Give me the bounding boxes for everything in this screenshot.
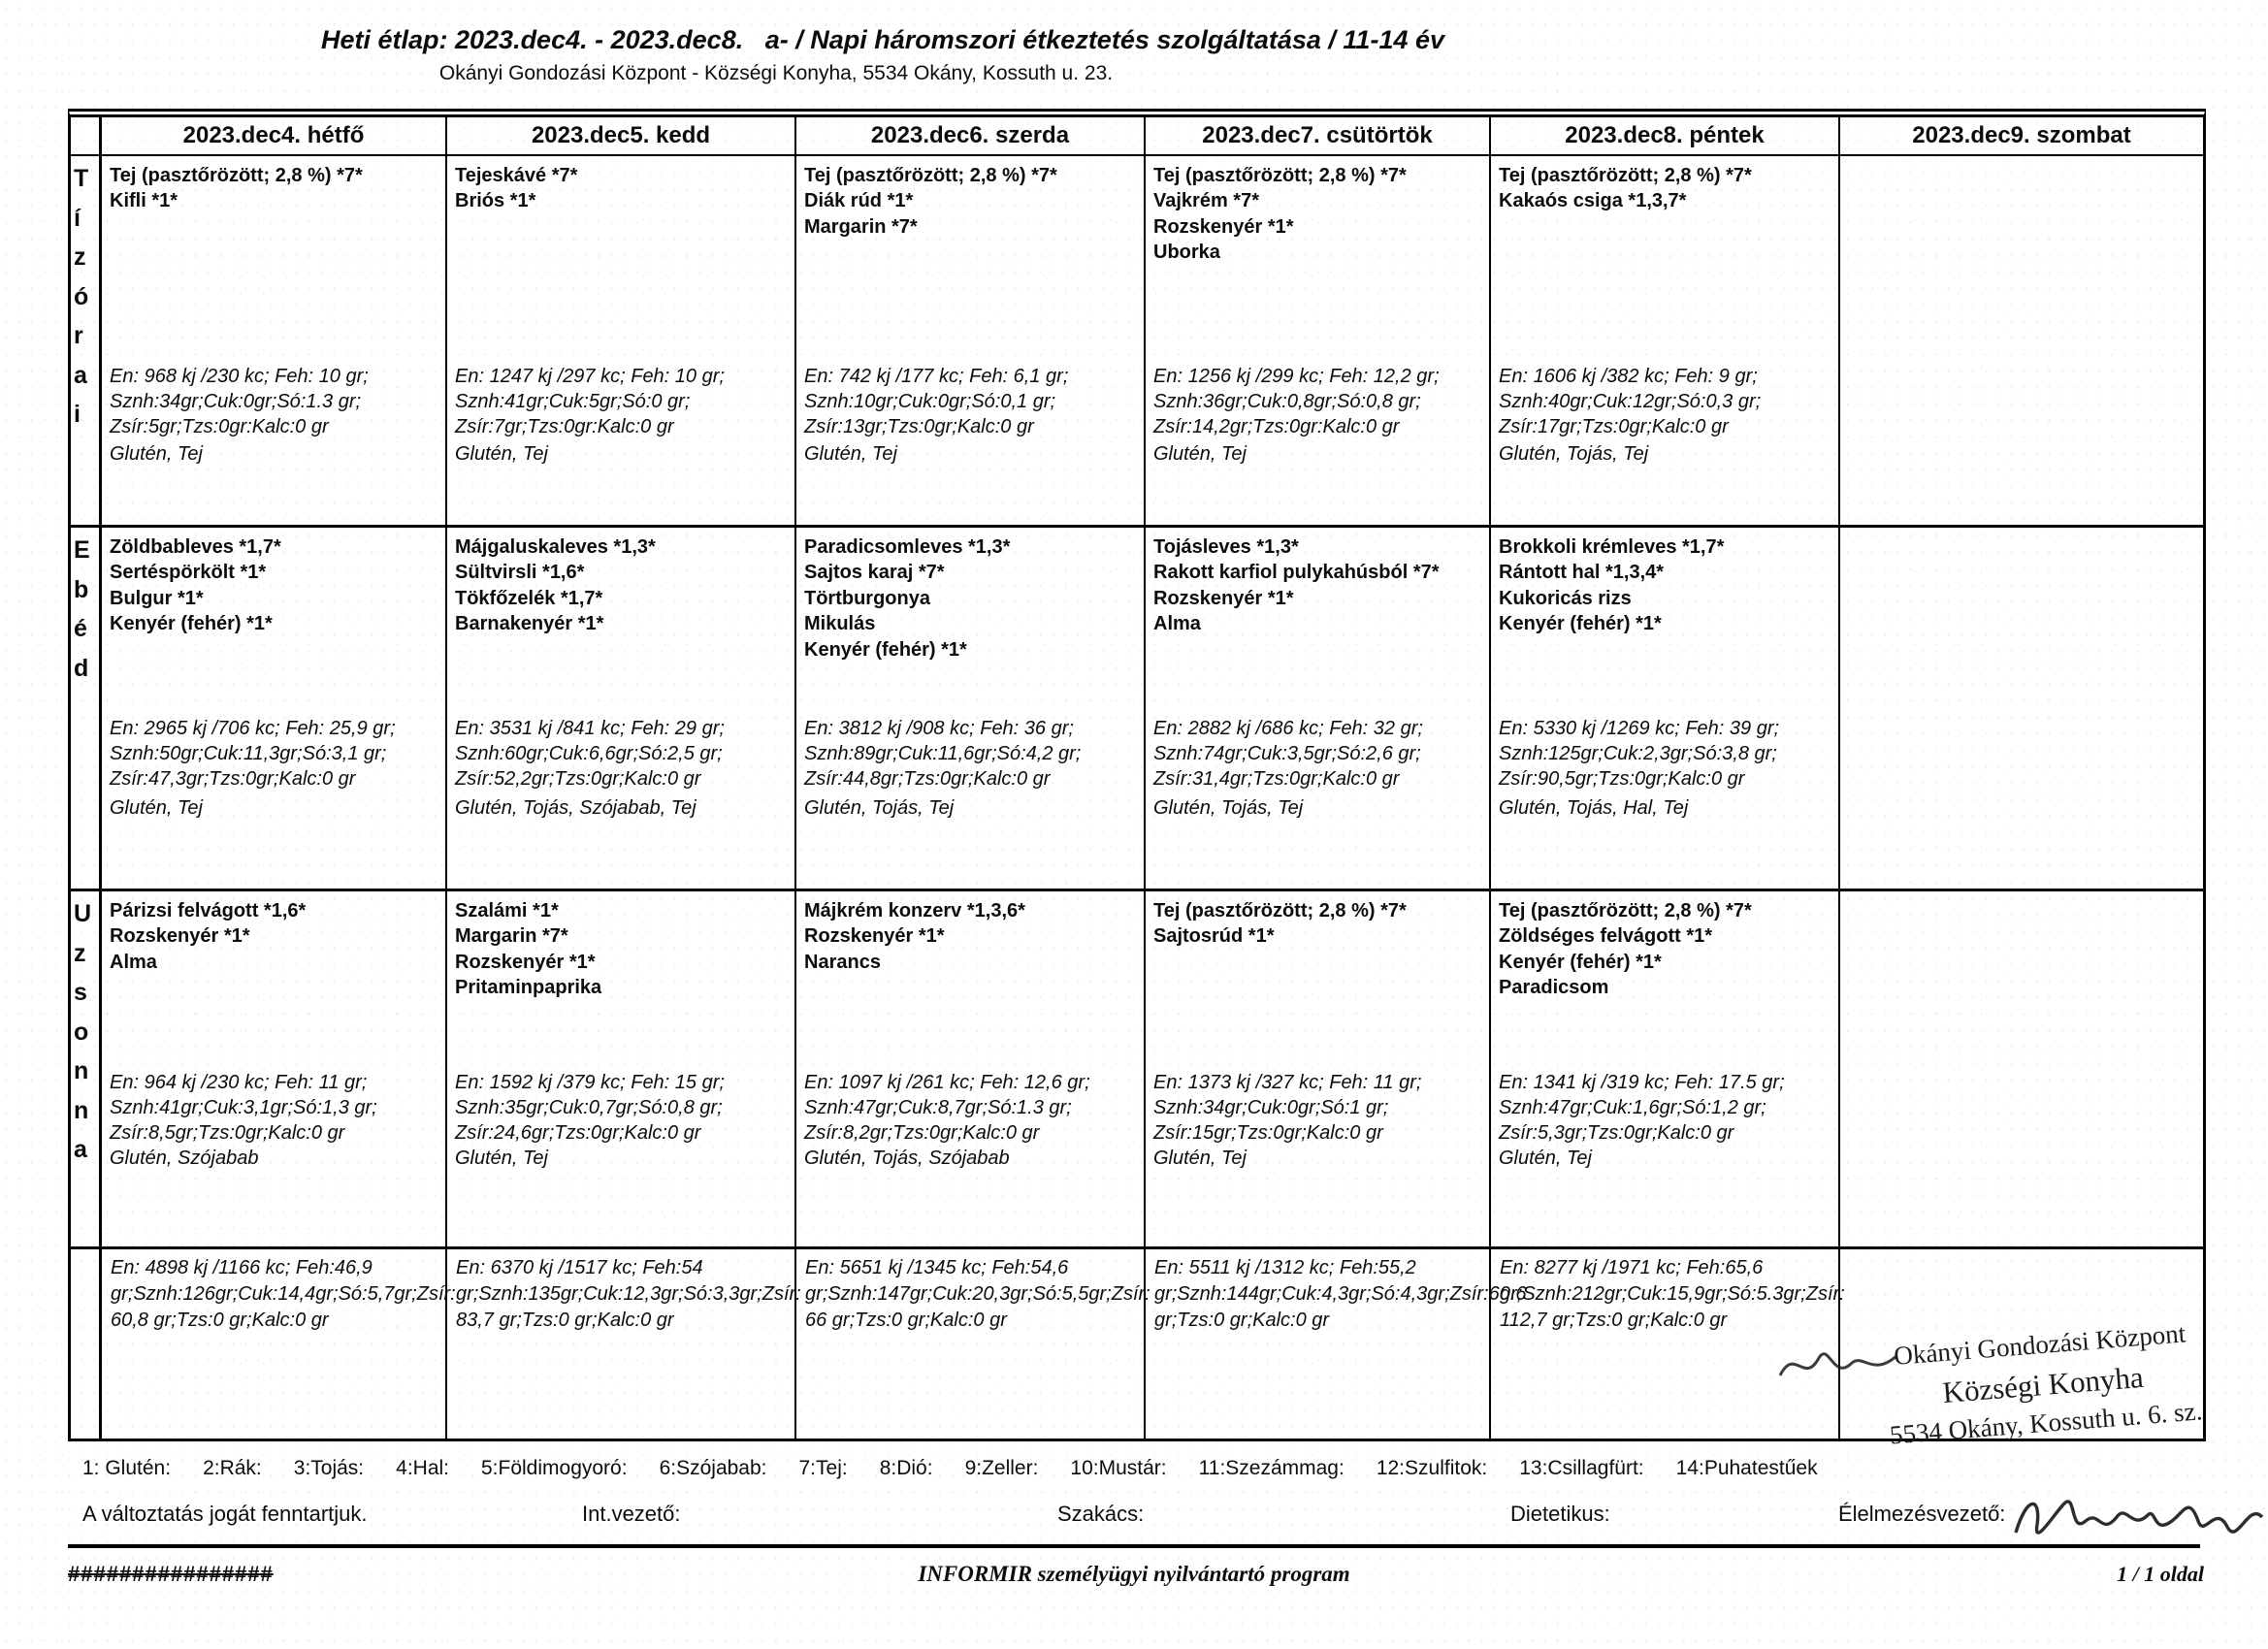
menu-item: Sajtosrúd *1* bbox=[1153, 925, 1275, 948]
nutrition-line: Sznh:34gr;Cuk:0gr;Só:1 gr; bbox=[1153, 1097, 1389, 1118]
menu-items bbox=[804, 533, 1136, 663]
menu-cell bbox=[447, 891, 796, 1246]
menu-item: Barnakenyér *1* bbox=[455, 613, 604, 635]
meal-row-label-letter: ó bbox=[74, 282, 89, 310]
nutrition-line: Sznh:10gr;Cuk:0gr;Só:0,1 gr; bbox=[804, 391, 1056, 412]
nutrition-line: Sznh:36gr;Cuk:0,8gr;Só:0,8 gr; bbox=[1153, 391, 1421, 412]
menu-cell bbox=[1491, 156, 1840, 525]
menu-items bbox=[1499, 533, 1831, 637]
allergen-text: Glutén, Szójabab bbox=[110, 1148, 259, 1169]
nutrition-line: En: 968 kj /230 kc; Feh: 10 gr; bbox=[110, 366, 369, 387]
stamp-line: Okányi Gondozási Központ bbox=[1893, 1318, 2187, 1371]
menu-items bbox=[1848, 161, 2195, 163]
nutrition-text bbox=[455, 1070, 792, 1146]
menu-cell bbox=[102, 156, 447, 525]
menu-items bbox=[1499, 161, 1831, 214]
day-header: 2023.dec6. szerda bbox=[796, 117, 1146, 154]
meal-row-label-letter: r bbox=[74, 322, 83, 349]
menu-item: Párizsi felvágott *1,6* bbox=[110, 900, 307, 922]
nutrition-text bbox=[110, 716, 442, 792]
allergen-legend-item: 10:Mustár: bbox=[1070, 1457, 1167, 1479]
menu-cell bbox=[1146, 156, 1491, 525]
meal-row-label-letter: T bbox=[74, 165, 89, 192]
menu-item: Bulgur *1* bbox=[110, 587, 204, 609]
nutrition-line: Sznh:74gr;Cuk:3,5gr;Só:2,6 gr; bbox=[1153, 743, 1421, 764]
day-header: 2023.dec9. szombat bbox=[1912, 122, 2131, 148]
meal-row-label-letter: é bbox=[74, 615, 87, 642]
menu-item: Kenyér (fehér) *1* bbox=[1499, 613, 1662, 635]
menu-item: Brokkoli krémleves *1,7* bbox=[1499, 536, 1725, 558]
allergen-text: Glutén, Tojás, Szójabab bbox=[804, 1148, 1010, 1169]
meal-row-label-letter: o bbox=[74, 1018, 89, 1046]
meal-row-label-letter: n bbox=[74, 1096, 89, 1124]
nutrition-line: Sznh:60gr;Cuk:6,6gr;Só:2,5 gr; bbox=[455, 743, 723, 764]
totals-label-cell bbox=[71, 1249, 102, 1439]
nutrition-line: Zsír:8,2gr;Tzs:0gr;Kalc:0 gr bbox=[804, 1122, 1040, 1144]
allergen-text: Glutén, Tej bbox=[110, 443, 203, 465]
nutrition-line: En: 1097 kj /261 kc; Feh: 12,6 gr; bbox=[804, 1072, 1090, 1093]
rights-note: A változtatás jogát fenntartjuk. bbox=[82, 1502, 368, 1526]
nutrition-line: En: 1256 kj /299 kc; Feh: 12,2 gr; bbox=[1153, 366, 1440, 387]
allergen-legend-item: 3:Tojás: bbox=[293, 1457, 365, 1479]
nutrition-line: En: 2965 kj /706 kc; Feh: 25,9 gr; bbox=[110, 718, 396, 739]
menu-items bbox=[110, 161, 437, 214]
nutrition-text bbox=[1499, 1070, 1835, 1146]
nutrition-line: Zsír:17gr;Tzs:0gr;Kalc:0 gr bbox=[1499, 416, 1729, 437]
nutrition-text bbox=[1153, 716, 1486, 792]
menu-items bbox=[455, 161, 787, 214]
meal-row-label bbox=[71, 156, 102, 525]
allergen-text: Glutén, Tojás, Hal, Tej bbox=[1499, 797, 1689, 819]
menu-item: Pritaminpaprika bbox=[455, 977, 602, 999]
page-subtitle: Okányi Gondozási Központ - Községi Konyha, 5534 Okány, Kossuth u. 23. bbox=[438, 62, 1114, 84]
menu-item: Tej (pasztőrözött; 2,8 %) *7* bbox=[804, 165, 1057, 186]
nutrition-text bbox=[455, 716, 792, 792]
menu-cell bbox=[1840, 156, 2203, 525]
allergen-text: Glutén, Tojás, Szójabab, Tej bbox=[455, 797, 697, 819]
menu-item: Tej (pasztőrözött; 2,8 %) *7* bbox=[1499, 900, 1752, 922]
menu-item: Tej (pasztőrözött; 2,8 %) *7* bbox=[1153, 165, 1407, 186]
menu-item: Kukoricás rizs bbox=[1499, 587, 1632, 609]
meal-row-label-letter: d bbox=[74, 654, 89, 682]
meal-row-label bbox=[71, 528, 102, 889]
menu-item: Kakaós csiga *1,3,7* bbox=[1499, 190, 1687, 212]
signature-label-elelmezesvezeto: Élelmezésvezető: bbox=[1838, 1502, 2006, 1526]
menu-item: Kenyér (fehér) *1* bbox=[1499, 951, 1662, 973]
signature-label-dietetikus: Dietetikus: bbox=[1510, 1502, 1610, 1526]
nutrition-line: En: 2882 kj /686 kc; Feh: 32 gr; bbox=[1153, 718, 1423, 739]
nutrition-text bbox=[1153, 1070, 1486, 1146]
allergen-legend-item: 11:Szezámmag: bbox=[1198, 1457, 1345, 1479]
daily-totals-cell: En: 8277 kj /1971 kc; Feh:65,6 gr;Sznh:212gr;Cuk:15,9gr;Só:5.3gr;Zsír: 112,7 gr;Tzs:0 gr;Kalc:0 gr bbox=[1491, 1249, 1840, 1439]
nutrition-text bbox=[1153, 364, 1486, 439]
menu-items bbox=[804, 161, 1136, 240]
menu-item: Narancs bbox=[804, 951, 881, 973]
allergen-legend-item: 7:Tej: bbox=[798, 1457, 848, 1479]
meal-row-label-letter: a bbox=[74, 1136, 87, 1163]
nutrition-line: Zsír:5gr;Tzs:0gr:Kalc:0 gr bbox=[110, 416, 329, 437]
allergen-text: Glutén, Tej bbox=[1499, 1148, 1592, 1169]
day-header: 2023.dec8. péntek bbox=[1491, 117, 1840, 154]
nutrition-text bbox=[804, 1070, 1141, 1146]
table-header-row bbox=[71, 117, 2203, 156]
nutrition-line: Zsír:5,3gr;Tzs:0gr;Kalc:0 gr bbox=[1499, 1122, 1734, 1144]
allergen-legend bbox=[82, 1457, 2219, 1480]
menu-cell bbox=[447, 528, 796, 889]
allergen-text: Glutén, Tojás, Tej bbox=[1153, 797, 1304, 819]
nutrition-line: En: 3812 kj /908 kc; Feh: 36 gr; bbox=[804, 718, 1074, 739]
meal-row-label-letter: z bbox=[74, 243, 86, 271]
nutrition-text bbox=[1499, 364, 1835, 439]
menu-item: Zöldséges felvágott *1* bbox=[1499, 925, 1713, 948]
nutrition-line: Zsír:52,2gr;Tzs:0gr;Kalc:0 gr bbox=[455, 768, 701, 790]
menu-item: Zöldbableves *1,7* bbox=[110, 536, 281, 558]
menu-item: Tej (pasztőrözött; 2,8 %) *7* bbox=[1153, 900, 1407, 922]
nutrition-text bbox=[455, 364, 792, 439]
nutrition-line: Sznh:34gr;Cuk:0gr;Só:1.3 gr; bbox=[110, 391, 362, 412]
menu-items bbox=[1848, 533, 2195, 534]
allergen-text: Glutén, Tej bbox=[455, 1148, 548, 1169]
menu-cell bbox=[796, 891, 1146, 1246]
allergen-legend-item: 6:Szójabab: bbox=[659, 1457, 767, 1479]
menu-cell bbox=[796, 528, 1146, 889]
menu-cell bbox=[1491, 528, 1840, 889]
menu-items bbox=[1848, 896, 2195, 898]
nutrition-line: En: 1592 kj /379 kc; Feh: 15 gr; bbox=[455, 1072, 725, 1093]
menu-item: Rozskenyér *1* bbox=[1153, 587, 1294, 609]
nutrition-line: En: 1373 kj /327 kc; Feh: 11 gr; bbox=[1153, 1072, 1422, 1093]
meal-row-label-letter: s bbox=[74, 979, 87, 1006]
meal-row-label-letter: z bbox=[74, 939, 86, 967]
menu-cell bbox=[447, 156, 796, 525]
menu-cell bbox=[1146, 528, 1491, 889]
menu-table bbox=[68, 109, 2206, 1441]
nutrition-line: En: 1247 kj /297 kc; Feh: 10 gr; bbox=[455, 366, 725, 387]
day-header: 2023.dec7. csütörtök bbox=[1146, 117, 1491, 154]
menu-item: Rozskenyér *1* bbox=[455, 951, 596, 973]
nutrition-line: Sznh:47gr;Cuk:1,6gr;Só:1,2 gr; bbox=[1499, 1097, 1766, 1118]
page-title: Heti étlap: 2023.dec4. - 2023.dec8. a- / Napi háromszori étkeztetés szolgáltatása / 11-14 év bbox=[320, 25, 1445, 54]
nutrition-line: Zsír:15gr;Tzs:0gr;Kalc:0 gr bbox=[1153, 1122, 1383, 1144]
meal-row-label-letter: U bbox=[74, 900, 92, 927]
nutrition-line: Sznh:41gr;Cuk:5gr;Só:0 gr; bbox=[455, 391, 691, 412]
menu-item: Uborka bbox=[1153, 242, 1220, 264]
nutrition-line: Zsír:47,3gr;Tzs:0gr;Kalc:0 gr bbox=[110, 768, 356, 790]
menu-item: Paradicsomleves *1,3* bbox=[804, 536, 1011, 558]
nutrition-line: Sznh:50gr;Cuk:11,3gr;Só:3,1 gr; bbox=[110, 743, 387, 764]
menu-cell bbox=[796, 156, 1146, 525]
nutrition-line: Sznh:35gr;Cuk:0,7gr;Só:0,8 gr; bbox=[455, 1097, 723, 1118]
nutrition-text bbox=[804, 716, 1141, 792]
menu-item: Vajkrém *7* bbox=[1153, 190, 1259, 212]
meal-row-label-letter: n bbox=[74, 1057, 89, 1084]
allergen-legend-item: 5:Földimogyoró: bbox=[481, 1457, 628, 1479]
menu-item: Tökfőzelék *1,7* bbox=[455, 587, 603, 609]
day-header: 2023.dec5. kedd bbox=[447, 117, 796, 154]
stamp-line: Községi Konyha bbox=[1941, 1359, 2145, 1409]
nutrition-line: Zsír:44,8gr;Tzs:0gr;Kalc:0 gr bbox=[804, 768, 1051, 790]
allergen-text: Glutén, Tej bbox=[455, 443, 548, 465]
nutrition-line: Zsír:8,5gr;Tzs:0gr;Kalc:0 gr bbox=[110, 1122, 345, 1144]
nutrition-text bbox=[1499, 716, 1835, 792]
meal-row-label-letter: E bbox=[74, 536, 90, 564]
signature-label-szakacs: Szakács: bbox=[1057, 1502, 1145, 1526]
meal-row-label bbox=[71, 891, 102, 1246]
nutrition-line: Sznh:89gr;Cuk:11,6gr;Só:4,2 gr; bbox=[804, 743, 1082, 764]
menu-items bbox=[455, 896, 787, 1001]
menu-item: Rántott hal *1,3,4* bbox=[1499, 562, 1665, 584]
menu-item: Briós *1* bbox=[455, 190, 536, 212]
menu-item: Alma bbox=[110, 951, 157, 973]
menu-item: Diák rúd *1* bbox=[804, 190, 914, 212]
nutrition-line: Sznh:40gr;Cuk:12gr;Só:0,3 gr; bbox=[1499, 391, 1762, 412]
menu-item: Sertéspörkölt *1* bbox=[110, 562, 267, 584]
allergen-text: Glutén, Tej bbox=[1153, 443, 1247, 465]
daily-totals-cell: En: 5511 kj /1312 kc; Feh:55,2 gr;Sznh:144gr;Cuk:4,3gr;Só:4,3gr;Zsír:60.6 gr;Tzs:0 gr;Kalc:0 gr bbox=[1146, 1249, 1491, 1439]
menu-cell bbox=[1491, 891, 1840, 1246]
daily-totals-cell: En: 4898 kj /1166 kc; Feh:46,9 gr;Sznh:126gr;Cuk:14,4gr;Só:5,7gr;Zsír: 60,8 gr;Tzs:0 gr;Kalc:0 gr bbox=[102, 1249, 447, 1439]
allergen-legend-item: 1: Glutén: bbox=[82, 1457, 172, 1479]
menu-items bbox=[110, 533, 437, 637]
menu-item: Sajtos karaj *7* bbox=[804, 562, 945, 584]
meal-row bbox=[71, 891, 2203, 1249]
daily-totals-cell: En: 5651 kj /1345 kc; Feh:54,6 gr;Sznh:147gr;Cuk:20,3gr;Só:5,5gr;Zsír: 66 gr;Tzs:0 gr;Kalc:0 gr bbox=[796, 1249, 1146, 1439]
allergen-legend-item: 13:Csillagfürt: bbox=[1519, 1457, 1644, 1479]
allergen-text: Glutén, Tej bbox=[804, 443, 897, 465]
nutrition-line: Sznh:125gr;Cuk:2,3gr;Só:3,8 gr; bbox=[1499, 743, 1777, 764]
menu-cell bbox=[102, 528, 447, 889]
nutrition-line: En: 1341 kj /319 kc; Feh: 17.5 gr; bbox=[1499, 1072, 1785, 1093]
allergen-text: Glutén, Tej bbox=[110, 797, 203, 819]
menu-item: Tejeskávé *7* bbox=[455, 165, 578, 186]
menu-item: Paradicsom bbox=[1499, 977, 1609, 999]
menu-item: Kenyér (fehér) *1* bbox=[804, 638, 967, 661]
menu-item: Margarin *7* bbox=[804, 215, 918, 238]
nutrition-line: Sznh:41gr;Cuk:3,1gr;Só:1,3 gr; bbox=[110, 1097, 377, 1118]
menu-item: Tej (pasztőrözött; 2,8 %) *7* bbox=[110, 165, 363, 186]
menu-items bbox=[455, 533, 787, 637]
nutrition-line: En: 964 kj /230 kc; Feh: 11 gr; bbox=[110, 1072, 368, 1093]
stamp-line: 5534 Okány, Kossuth u. 6. sz. bbox=[1888, 1396, 2204, 1450]
menu-item: Tej (pasztőrözött; 2,8 %) *7* bbox=[1499, 165, 1752, 186]
meal-row bbox=[71, 156, 2203, 528]
allergen-legend-item: 2:Rák: bbox=[203, 1457, 262, 1479]
menu-item: Rozskenyér *1* bbox=[110, 925, 250, 948]
menu-items bbox=[1153, 896, 1481, 950]
nutrition-line: Zsír:90,5gr;Tzs:0gr;Kalc:0 gr bbox=[1499, 768, 1745, 790]
menu-item: Törtburgonya bbox=[804, 587, 930, 609]
menu-items bbox=[804, 896, 1136, 975]
nutrition-line: Zsír:24,6gr;Tzs:0gr;Kalc:0 gr bbox=[455, 1122, 701, 1144]
signature-row bbox=[0, 1502, 2268, 1535]
menu-item: Májgaluskaleves *1,3* bbox=[455, 536, 656, 558]
footer-divider bbox=[68, 1544, 2200, 1548]
allergen-text: Glutén, Tojás, Tej bbox=[1499, 443, 1649, 465]
nutrition-text bbox=[110, 1070, 442, 1146]
nutrition-text bbox=[804, 364, 1141, 439]
corner-cell bbox=[71, 117, 102, 154]
page-number: 1 / 1 oldal bbox=[2117, 1562, 2204, 1586]
menu-item: Tojásleves *1,3* bbox=[1153, 536, 1299, 558]
nutrition-line: Zsír:7gr;Tzs:0gr:Kalc:0 gr bbox=[455, 416, 674, 437]
menu-item: Rozskenyér *1* bbox=[804, 925, 945, 948]
allergen-legend-item: 4:Hal: bbox=[396, 1457, 449, 1479]
meal-row-label-letter: í bbox=[74, 204, 81, 232]
allergen-legend-item: 12:Szulfitok: bbox=[1376, 1457, 1488, 1479]
meal-row-label-letter: a bbox=[74, 361, 87, 389]
menu-item: Szalámi *1* bbox=[455, 900, 559, 922]
meal-row-label-letter: i bbox=[74, 401, 81, 428]
nutrition-line: En: 1606 kj /382 kc; Feh: 9 gr; bbox=[1499, 366, 1758, 387]
menu-cell bbox=[1146, 891, 1491, 1246]
menu-item: Alma bbox=[1153, 613, 1201, 635]
menu-items bbox=[1499, 896, 1831, 1001]
menu-item: Kifli *1* bbox=[110, 190, 178, 212]
menu-cell bbox=[1840, 891, 2203, 1246]
nutrition-line: Zsír:13gr;Tzs:0gr;Kalc:0 gr bbox=[804, 416, 1034, 437]
menu-items bbox=[1153, 161, 1481, 266]
hash-marks: ################ bbox=[68, 1562, 274, 1586]
menu-item: Sültvirsli *1,6* bbox=[455, 562, 585, 584]
nutrition-line: Sznh:47gr;Cuk:8,7gr;Só:1.3 gr; bbox=[804, 1097, 1072, 1118]
nutrition-line: Zsír:31,4gr;Tzs:0gr;Kalc:0 gr bbox=[1153, 768, 1400, 790]
meal-row-label-letter: b bbox=[74, 575, 89, 603]
allergen-text: Glutén, Tojás, Tej bbox=[804, 797, 955, 819]
nutrition-line: En: 742 kj /177 kc; Feh: 6,1 gr; bbox=[804, 366, 1069, 387]
menu-item: Mikulás bbox=[804, 613, 876, 635]
menu-items bbox=[110, 896, 437, 975]
meal-row bbox=[71, 528, 2203, 891]
program-name: INFORMIR személyügyi nyilvántartó program bbox=[918, 1562, 1350, 1586]
allergen-legend-item: 9:Zeller: bbox=[964, 1457, 1039, 1479]
daily-totals-cell: En: 6370 kj /1517 kc; Feh:54 gr;Sznh:135gr;Cuk:12,3gr;Só:3,3gr;Zsír: 83,7 gr;Tzs:0 gr;Kalc:0 gr bbox=[447, 1249, 796, 1439]
allergen-legend-item: 8:Dió: bbox=[879, 1457, 933, 1479]
allergen-legend-item: 14:Puhatestűek bbox=[1675, 1457, 1818, 1479]
menu-item: Rozskenyér *1* bbox=[1153, 215, 1294, 238]
day-header: 2023.dec4. hétfő bbox=[102, 117, 447, 154]
nutrition-line: En: 3531 kj /841 kc; Feh: 29 gr; bbox=[455, 718, 725, 739]
menu-item: Rakott karfiol pulykahúsból *7* bbox=[1153, 562, 1440, 584]
menu-item: Margarin *7* bbox=[455, 925, 568, 948]
nutrition-text bbox=[110, 364, 442, 439]
menu-item: Kenyér (fehér) *1* bbox=[110, 613, 273, 635]
nutrition-line: Zsír:14,2gr;Tzs:0gr:Kalc:0 gr bbox=[1153, 416, 1400, 437]
signature-label-int-vezeto: Int.vezető: bbox=[582, 1502, 681, 1526]
menu-items bbox=[1153, 533, 1481, 637]
nutrition-line: En: 5330 kj /1269 kc; Feh: 39 gr; bbox=[1499, 718, 1780, 739]
allergen-text: Glutén, Tej bbox=[1153, 1148, 1247, 1169]
menu-item: Májkrém konzerv *1,3,6* bbox=[804, 900, 1025, 922]
menu-cell bbox=[1840, 528, 2203, 889]
menu-cell bbox=[102, 891, 447, 1246]
